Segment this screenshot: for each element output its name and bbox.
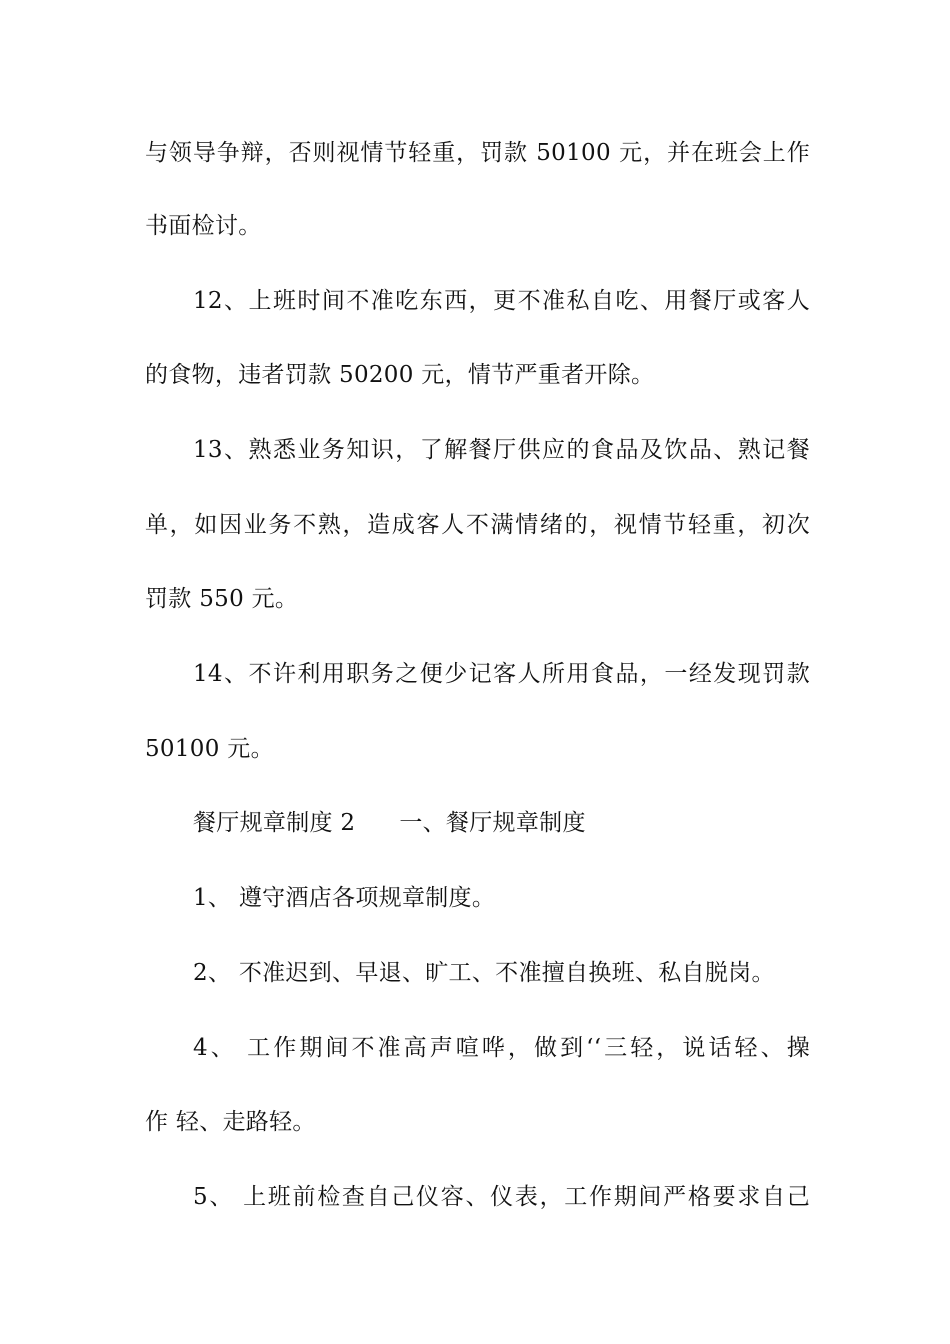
paragraph-line: 50100 元。 [145,736,274,762]
paragraph-line: 的食物，违者罚款 50200 元，情节严重者开除。 [145,362,655,388]
rule-line: 5、 上班前检查自己仪容、仪表，工作期间严格要求自己 [193,1184,810,1210]
paragraph-line: 14、不许利用职务之便少记客人所用食品，一经发现罚款 [193,661,810,687]
section-title: 餐厅规章制度 2 [193,810,356,836]
paragraph-line: 13、熟悉业务知识，了解餐厅供应的食品及饮品、熟记餐 [193,437,810,463]
paragraph-line: 单，如因业务不熟，造成客人不满情绪的，视情节轻重，初次 [145,512,810,538]
paragraph-line: 罚款 550 元。 [145,586,299,612]
section-heading [193,808,810,838]
paragraph-line: 12、上班时间不准吃东西，更不准私自吃、用餐厅或客人 [193,288,810,314]
rule-line: 1、 遵守酒店各项规章制度。 [193,885,496,911]
rule-line: 2、 不准迟到、早退、旷工、不准擅自换班、私自脱岗。 [193,960,775,986]
paragraph-line: 与领导争辩，否则视情节轻重，罚款 50100 元，并在班会上作 [145,140,810,166]
section-subtitle: 一、餐厅规章制度 [399,810,586,836]
paragraph-line: 书面检讨。 [145,213,262,239]
rule-line: 作 轻、走路轻。 [145,1109,316,1135]
rule-line: 4、 工作期间不准高声喧哗，做到‘‘三轻，说话轻、操 [193,1035,810,1061]
